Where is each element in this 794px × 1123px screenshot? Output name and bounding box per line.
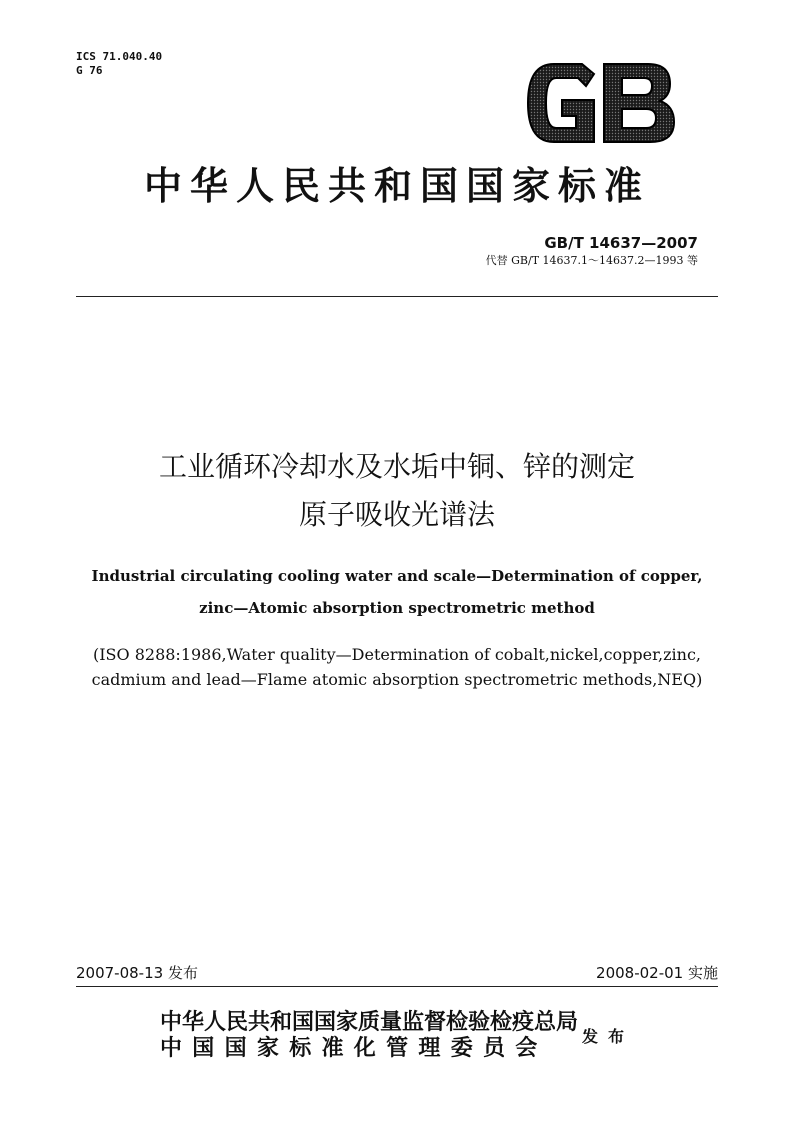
title-cn-line1: 工业循环冷却水及水垢中铜、锌的测定 [158, 450, 635, 483]
header-divider [76, 296, 718, 297]
ccs-code: G 76 [76, 64, 103, 77]
standard-number: GB/T 14637—2007 [544, 234, 698, 252]
iso-reference-line2: cadmium and lead—Flame atomic absorption spectrometric methods,NEQ) [91, 670, 703, 689]
ics-code: ICS 71.040.40 [76, 50, 163, 63]
gb-logo-icon [524, 60, 678, 146]
title-en-line2: zinc—Atomic absorption spectrometric method [199, 599, 595, 617]
issue-date: 2007-08-13 发布 [76, 964, 198, 982]
publish-label: 发布 [582, 1027, 635, 1046]
implementation-date: 2008-02-01 实施 [596, 964, 718, 982]
classification-codes [76, 50, 162, 78]
gb-logo [524, 60, 678, 146]
title-en [40, 560, 754, 624]
title-en-line1: Industrial circulating cooling water and scale—Determination of copper, [91, 567, 703, 585]
national-standard-title: 中华人民共和国国家标准 [143, 163, 650, 208]
issuing-org-sac: 中国国家标准化管理委员会 [160, 1035, 548, 1061]
footer-divider [76, 986, 718, 987]
iso-reference-line1: (ISO 8288:1986,Water quality—Determination of cobalt,nickel,copper,zinc, [92, 645, 702, 664]
replaces-note: 代替 GB/T 14637.1～14637.2—1993 等 [485, 254, 698, 267]
iso-reference [40, 642, 754, 692]
standard-number-block [486, 233, 698, 269]
issuing-org-aqsiq: 中华人民共和国国家质量监督检验检疫总局 [160, 1009, 579, 1035]
title-cn-line2: 原子吸收光谱法 [298, 498, 495, 531]
